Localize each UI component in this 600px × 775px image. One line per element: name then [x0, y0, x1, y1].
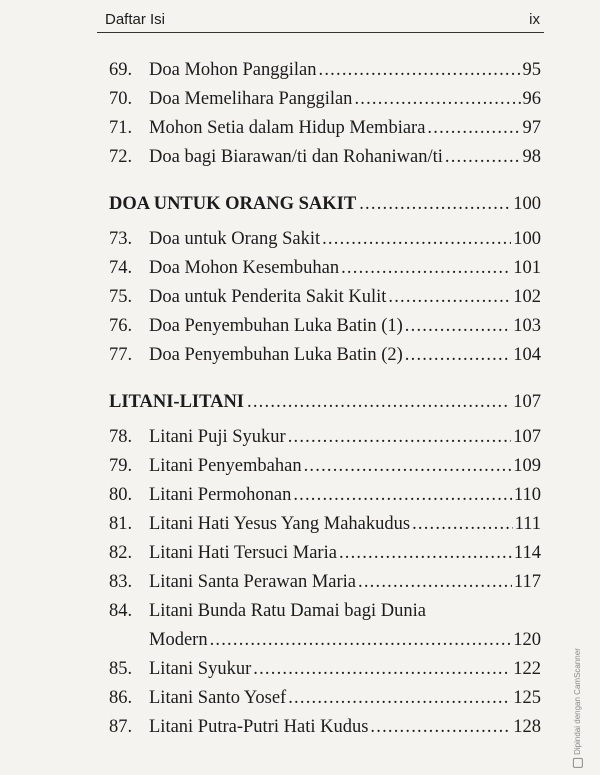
entry-page: 111	[514, 514, 541, 534]
section-title: DOA UNTUK ORANG SAKIT	[109, 194, 357, 214]
entry-page: 109	[513, 456, 541, 476]
section-title: LITANI-LITANI	[109, 392, 245, 412]
toc-entry	[109, 510, 541, 539]
entry-number: 75.	[109, 287, 133, 307]
entry-number: 76.	[109, 316, 133, 336]
toc-entry	[109, 254, 541, 283]
dot-leader	[427, 114, 520, 143]
entry-page: 122	[513, 659, 541, 679]
dot-leader	[412, 510, 513, 539]
entry-number: 69.	[109, 60, 133, 80]
section-page: 100	[513, 194, 541, 214]
entry-number: 82.	[109, 543, 133, 563]
entry-page: 101	[513, 258, 541, 278]
dot-leader	[304, 452, 512, 481]
table-of-contents	[109, 56, 541, 742]
entry-title: Litani Putra-Putri Hati Kudus	[149, 717, 369, 737]
dot-leader	[358, 568, 512, 597]
entry-title: Doa Mohon Kesembuhan	[149, 258, 340, 278]
toc-entry	[109, 597, 541, 626]
entry-title: Litani Penyembahan	[149, 456, 302, 476]
dot-leader	[445, 143, 521, 172]
toc-entry	[109, 143, 541, 172]
dot-leader	[210, 626, 512, 655]
entry-page: 125	[513, 688, 541, 708]
toc-entry	[109, 713, 541, 742]
entry-title: Litani Syukur	[149, 659, 252, 679]
dot-leader	[339, 539, 512, 568]
toc-entry	[109, 56, 541, 85]
dot-leader	[359, 190, 510, 219]
toc-entry	[109, 481, 541, 510]
entry-number: 87.	[109, 717, 133, 737]
dot-leader	[322, 225, 511, 254]
entry-number: 80.	[109, 485, 133, 505]
entry-number: 79.	[109, 456, 133, 476]
entry-number: 74.	[109, 258, 133, 278]
entry-title-continuation: Modern	[149, 630, 208, 650]
entry-number: 81.	[109, 514, 133, 534]
entry-page: 102	[513, 287, 541, 307]
entry-page: 98	[522, 147, 541, 167]
entry-page: 114	[513, 543, 541, 563]
entry-page: 100	[513, 229, 541, 249]
entry-number: 71.	[109, 118, 133, 138]
dot-leader	[341, 254, 511, 283]
toc-entry	[109, 684, 541, 713]
entry-number: 84.	[109, 601, 133, 621]
dot-leader	[405, 312, 511, 341]
entry-title: Litani Bunda Ratu Damai bagi Dunia	[149, 601, 426, 621]
camscanner-icon	[573, 757, 583, 767]
toc-entry	[109, 452, 541, 481]
entry-title: Doa Penyembuhan Luka Batin (2)	[149, 345, 403, 365]
entry-page: 96	[522, 89, 541, 109]
running-head-page-number: ix	[529, 10, 540, 28]
entry-title: Doa untuk Penderita Sakit Kulit	[149, 287, 387, 307]
entry-title: Litani Santa Perawan Maria	[149, 572, 357, 592]
dot-leader	[293, 481, 512, 510]
entry-page: 95	[522, 60, 541, 80]
dot-leader	[253, 655, 511, 684]
entry-page: 97	[522, 118, 541, 138]
toc-entry	[109, 312, 541, 341]
entry-title: Mohon Setia dalam Hidup Membiara	[149, 118, 426, 138]
toc-entry	[109, 423, 541, 452]
entry-page: 128	[513, 717, 541, 737]
toc-entry	[109, 539, 541, 568]
toc-entry	[109, 655, 541, 684]
entry-number: 83.	[109, 572, 133, 592]
entry-number: 72.	[109, 147, 133, 167]
entry-title: Doa untuk Orang Sakit	[149, 229, 321, 249]
entry-title: Litani Permohonan	[149, 485, 292, 505]
entry-title: Doa Mohon Panggilan	[149, 60, 317, 80]
entry-number: 70.	[109, 89, 133, 109]
section-heading	[109, 190, 541, 219]
entry-page: 120	[513, 630, 541, 650]
watermark-text: Dipindai dengan CamScanner	[573, 647, 583, 755]
entry-page: 107	[513, 427, 541, 447]
entry-number: 86.	[109, 688, 133, 708]
entry-number: 85.	[109, 659, 133, 679]
scanner-watermark	[571, 640, 585, 775]
watermark-text-wrap	[573, 648, 583, 768]
section-page: 107	[513, 392, 541, 412]
dot-leader	[370, 713, 511, 742]
toc-entry	[109, 283, 541, 312]
entry-page: 110	[513, 485, 541, 505]
section-heading	[109, 388, 541, 417]
entry-title: Litani Santo Yosef	[149, 688, 287, 708]
entry-number: 73.	[109, 229, 133, 249]
dot-leader	[247, 388, 510, 417]
running-head	[105, 6, 540, 32]
running-head-title: Daftar Isi	[105, 10, 166, 28]
entry-title: Litani Hati Tersuci Maria	[149, 543, 337, 563]
dot-leader	[405, 341, 511, 370]
toc-entry-continuation	[109, 626, 541, 655]
entry-title: Doa Memelihara Panggilan	[149, 89, 353, 109]
header-rule	[97, 32, 544, 33]
entry-title: Litani Puji Syukur	[149, 427, 286, 447]
entry-page: 117	[513, 572, 541, 592]
entry-title: Doa Penyembuhan Luka Batin (1)	[149, 316, 403, 336]
dot-leader	[319, 56, 521, 85]
toc-entry	[109, 568, 541, 597]
entry-number: 78.	[109, 427, 133, 447]
dot-leader	[388, 283, 511, 312]
dot-leader	[354, 85, 520, 114]
dot-leader	[288, 684, 511, 713]
entry-title: Litani Hati Yesus Yang Mahakudus	[149, 514, 411, 534]
entry-title: Doa bagi Biarawan/ti dan Rohaniwan/ti	[149, 147, 443, 167]
entry-number: 77.	[109, 345, 133, 365]
toc-entry	[109, 85, 541, 114]
toc-entry	[109, 114, 541, 143]
dot-leader	[288, 423, 512, 452]
entry-page: 104	[513, 345, 541, 365]
toc-entry	[109, 341, 541, 370]
entry-page: 103	[513, 316, 541, 336]
toc-entry	[109, 225, 541, 254]
